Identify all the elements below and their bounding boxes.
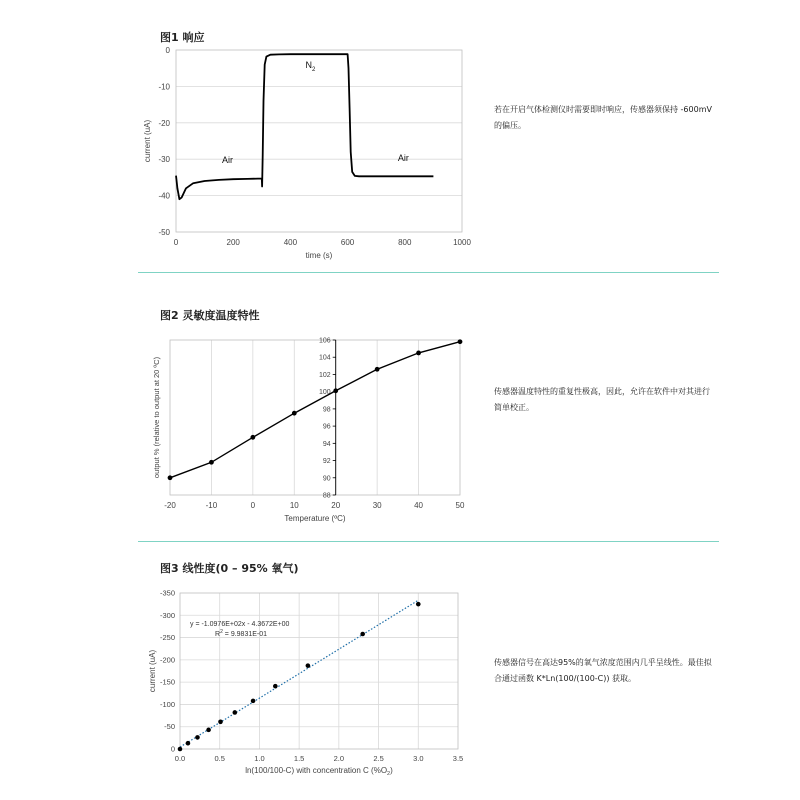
y-tick-label: 102 bbox=[319, 371, 331, 379]
y-tick-label: 90 bbox=[322, 475, 331, 483]
x-tick-label: 0 bbox=[250, 501, 256, 510]
x-tick-label: 20 bbox=[331, 501, 341, 510]
data-point bbox=[206, 728, 211, 733]
y-tick-label: -250 bbox=[159, 633, 175, 643]
y-tick-label: 106 bbox=[319, 337, 331, 345]
trendline-equation: y = -1.0976E+02x - 4.3672E+00 bbox=[190, 621, 290, 628]
x-axis-label: ln(100/100-C) with concentration C $(\%O_2)$ bbox=[245, 766, 393, 777]
data-point bbox=[195, 735, 200, 740]
y-tick-label: -50 bbox=[164, 722, 175, 732]
data-point bbox=[218, 720, 223, 725]
y-tick-label: -200 bbox=[159, 655, 175, 665]
x-tick-label: 0.5 bbox=[214, 754, 225, 763]
x-tick-label: 30 bbox=[372, 501, 382, 510]
series-line-response bbox=[176, 54, 433, 199]
y-tick-label: 100 bbox=[319, 389, 331, 397]
plot-frame bbox=[170, 337, 460, 495]
x-tick-label: 2.0 bbox=[333, 754, 345, 763]
x-tick-label: -10 bbox=[205, 501, 218, 510]
chart1-description: 若在开启气体检测仪时需要即时响应，传感器须保持 -600mV的偏压。 bbox=[494, 105, 712, 130]
divider-1 bbox=[138, 272, 719, 273]
chart3-description: 传感器信号在高达95%的氧气浓度范围内几乎呈线性。最佳拟合通过函数 K*Ln(100/(100-C)) 获取。 bbox=[494, 658, 712, 683]
y-tick-label: 96 bbox=[322, 423, 331, 431]
chart2-svg bbox=[140, 330, 480, 530]
data-point bbox=[251, 699, 256, 704]
y-tick-label: 92 bbox=[322, 458, 331, 466]
divider-2 bbox=[138, 541, 719, 542]
x-tick-label: 2.5 bbox=[373, 754, 384, 763]
data-point bbox=[292, 411, 297, 416]
annotation-label: Air bbox=[221, 154, 233, 165]
chart3-title: 图3 线性度(0 – 95% 氧气) bbox=[160, 562, 299, 575]
x-tick-label: 1000 bbox=[453, 238, 471, 247]
x-tick-label: 0.0 bbox=[174, 754, 186, 763]
y-tick-label: -100 bbox=[159, 699, 175, 709]
x-tick-label: 0 bbox=[173, 238, 179, 247]
x-tick-label: 200 bbox=[226, 238, 240, 247]
y-tick-label: -40 bbox=[158, 191, 170, 201]
y-tick-label: -50 bbox=[158, 228, 170, 237]
x-tick-label: 1.0 bbox=[254, 754, 265, 763]
x-tick-label: 3.0 bbox=[413, 754, 424, 763]
x-tick-label: 1.5 bbox=[293, 754, 305, 763]
chart1-svg bbox=[140, 42, 471, 272]
x-axis-label: Temperature (ºC) bbox=[284, 514, 346, 523]
y-tick-label: 0 bbox=[170, 744, 175, 754]
data-point bbox=[416, 351, 421, 356]
data-point bbox=[333, 388, 338, 393]
x-tick-label: 50 bbox=[455, 501, 465, 510]
trendline-r-squared: $R^2 = 9.9831E-01$ bbox=[215, 629, 268, 638]
annotation-label: $N_2$ bbox=[305, 60, 316, 74]
x-tick-label: 40 bbox=[414, 501, 424, 510]
data-point bbox=[233, 710, 238, 715]
data-point bbox=[458, 339, 463, 344]
y-tick-label: -350 bbox=[159, 588, 175, 598]
data-point bbox=[375, 367, 380, 372]
y-tick-label: 0 bbox=[165, 46, 170, 55]
y-tick-label: 104 bbox=[319, 354, 331, 362]
x-tick-label: 800 bbox=[398, 238, 412, 247]
x-axis-label: time (s) bbox=[305, 251, 333, 260]
chart2-description: 传感器温度特性的重复性极高，因此，允许在软件中对其进行简单校正。 bbox=[494, 387, 710, 412]
y-tick-label: -10 bbox=[158, 82, 170, 92]
y-tick-label: 94 bbox=[322, 440, 331, 448]
data-point bbox=[250, 435, 255, 440]
data-point bbox=[168, 475, 173, 480]
annotation-label: Air bbox=[397, 153, 409, 164]
y-tick-label: 98 bbox=[322, 406, 331, 414]
y-tick-label: -30 bbox=[158, 155, 170, 165]
data-point bbox=[416, 602, 421, 607]
data-point bbox=[186, 741, 191, 746]
x-tick-label: 3.5 bbox=[452, 754, 464, 763]
data-point bbox=[360, 632, 365, 637]
y-tick-label: -300 bbox=[159, 610, 175, 620]
x-tick-label: 10 bbox=[289, 501, 299, 510]
chart1-title: 图1 响应 bbox=[160, 31, 205, 44]
data-point bbox=[306, 663, 311, 668]
data-point bbox=[273, 684, 278, 689]
x-tick-label: 600 bbox=[340, 238, 355, 247]
data-point bbox=[209, 460, 214, 465]
chart2-title: 图2 灵敏度温度特性 bbox=[160, 309, 260, 322]
series-line-output bbox=[170, 342, 460, 478]
y-axis-label: current (uA) bbox=[148, 649, 157, 693]
y-tick-label: -20 bbox=[158, 118, 170, 128]
plot-frame bbox=[180, 593, 458, 749]
data-point bbox=[178, 747, 183, 752]
x-tick-label: 400 bbox=[283, 238, 298, 247]
x-tick-label: -20 bbox=[164, 501, 176, 510]
plot-frame bbox=[176, 50, 462, 232]
y-tick-label: -150 bbox=[159, 677, 175, 687]
y-tick-label: 88 bbox=[322, 492, 331, 500]
y-axis-label: current (uA) bbox=[143, 119, 152, 163]
y-axis-label: output % (relative to output at 20 ºC) bbox=[152, 356, 161, 479]
chart3-svg bbox=[140, 583, 480, 783]
